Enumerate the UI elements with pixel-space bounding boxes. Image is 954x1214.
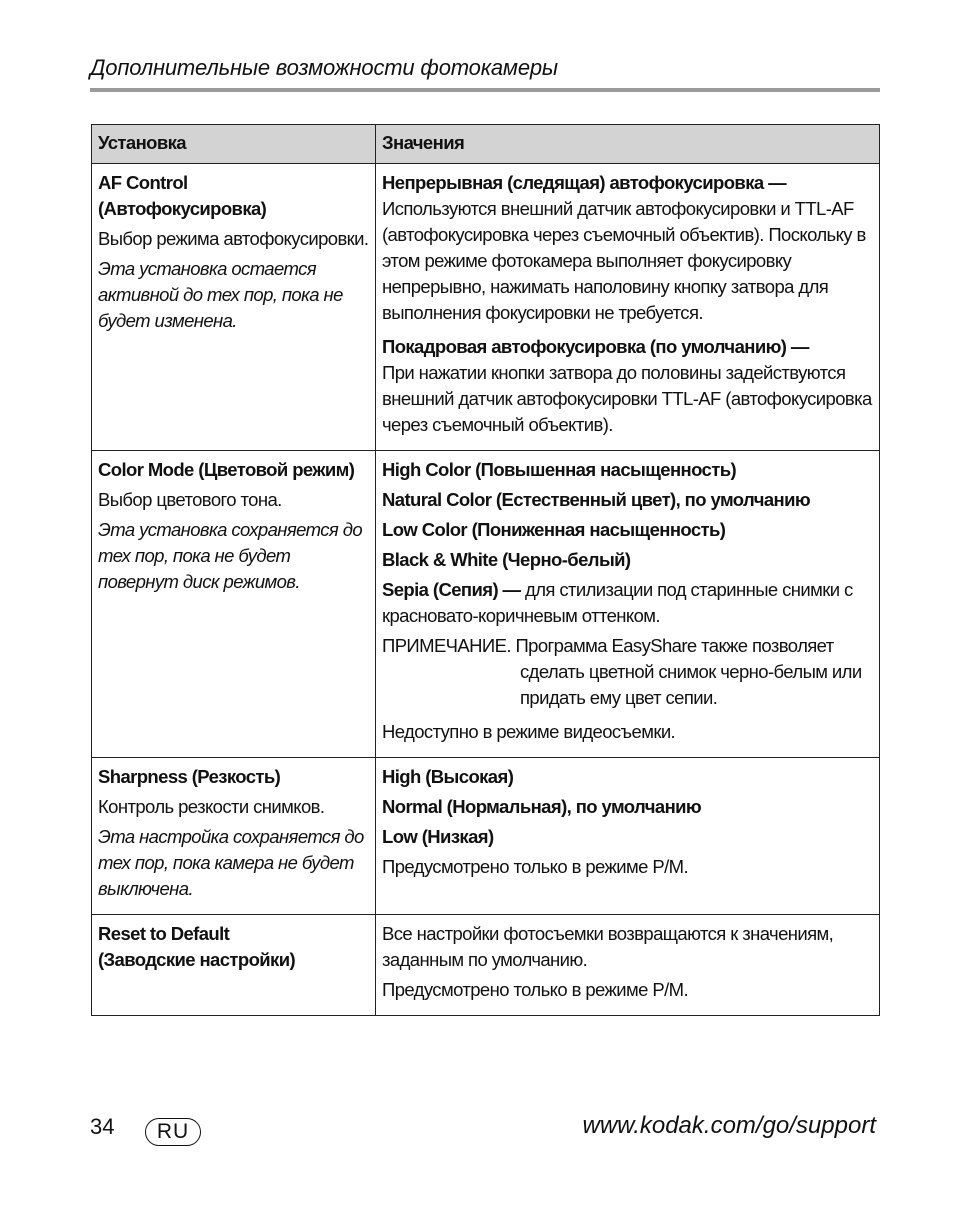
table-row-color-mode xyxy=(92,451,880,758)
header-divider xyxy=(90,88,880,92)
setting-cell xyxy=(92,451,376,758)
value-availability: Предусмотрено только в режиме P/M. xyxy=(382,979,688,1000)
setting-description: Контроль резкости снимков. xyxy=(98,796,325,817)
setting-note: Эта настройка сохраняется до тех пор, пока камера не будет выключена. xyxy=(98,826,364,899)
value-option: Low (Низкая) xyxy=(382,826,494,847)
setting-note: Эта установка сохраняется до тех пор, пока не будет повернут диск режимов. xyxy=(98,519,363,592)
language-badge: RU xyxy=(145,1118,201,1146)
page-number: 34 xyxy=(90,1114,115,1139)
setting-cell xyxy=(92,164,376,451)
value-option: High (Высокая) xyxy=(382,766,514,787)
value-option: Normal (Нормальная), по умолчанию xyxy=(382,796,702,817)
setting-description: Выбор цветового тона. xyxy=(98,489,282,510)
value-option-title: Непрерывная (следящая) автофокусировка — xyxy=(382,172,786,193)
values-cell xyxy=(376,758,880,915)
value-description: Все настройки фотосъемки возвращаются к значениям, заданным по умолчанию. xyxy=(382,923,834,970)
values-cell xyxy=(376,915,880,1016)
note-text: Программа EasyShare также позволяет xyxy=(515,635,834,656)
value-option xyxy=(382,577,873,629)
value-option-text: для стилизации под старинные снимки с красновато-коричневым оттенком. xyxy=(382,579,853,626)
setting-cell xyxy=(92,915,376,1016)
value-option-title: Sepia (Сепия) — xyxy=(382,579,521,600)
table-row-af-control xyxy=(92,164,880,451)
value-option: High Color (Повышенная насыщенность) xyxy=(382,459,737,480)
value-option-text: Используются внешний датчик автофокусировки и TTL-AF (автофокусировка через съемочный объектив). Поскольку в этом режиме фотокамера выполняет фокусировку непрерывно, нажимать наполовину кнопку затвора для выполнения фокусировки не требуется. xyxy=(382,198,866,323)
table-row-reset-to-default xyxy=(92,915,880,1016)
table-row-sharpness xyxy=(92,758,880,915)
value-option xyxy=(382,334,873,438)
value-option: Low Color (Пониженная насыщенность) xyxy=(382,519,726,540)
value-availability: Недоступно в режиме видеосъемки. xyxy=(382,721,676,742)
settings-table xyxy=(91,124,880,1016)
value-option xyxy=(382,170,873,326)
setting-name: Reset to Default (Заводские настройки) xyxy=(98,923,296,970)
value-option-text: При нажатии кнопки затвора до половины задействуются внешний датчик автофокусировки TTL-AF (автофокусировка через съемочный объектив). xyxy=(382,362,872,435)
setting-name: Color Mode (Цветовой режим) xyxy=(98,459,355,480)
value-option-title: Покадровая автофокусировка (по умолчанию) — xyxy=(382,336,809,357)
column-header-values: Значения xyxy=(376,125,880,164)
note-block xyxy=(382,633,873,711)
note-label: ПРИМЕЧАНИЕ. xyxy=(382,635,511,656)
column-header-setting: Установка xyxy=(92,125,376,164)
support-url: www.kodak.com/go/support xyxy=(582,1112,876,1139)
setting-description: Выбор режима автофокусировки. xyxy=(98,228,369,249)
value-option: Natural Color (Естественный цвет), по умолчанию xyxy=(382,489,811,510)
values-cell xyxy=(376,451,880,758)
table-header-row xyxy=(92,125,880,164)
page-header-title: Дополнительные возможности фотокамеры xyxy=(90,55,558,80)
setting-cell xyxy=(92,758,376,915)
setting-note: Эта установка остается активной до тех пор, пока не будет изменена. xyxy=(98,258,343,331)
setting-name: AF Control (Автофокусировка) xyxy=(98,172,267,219)
value-availability: Предусмотрено только в режиме P/M. xyxy=(382,856,688,877)
setting-name: Sharpness (Резкость) xyxy=(98,766,281,787)
note-text-continued: сделать цветной снимок черно-белым или придать ему цвет сепии. xyxy=(520,661,862,708)
value-option: Black & White (Черно-белый) xyxy=(382,549,631,570)
values-cell xyxy=(376,164,880,451)
